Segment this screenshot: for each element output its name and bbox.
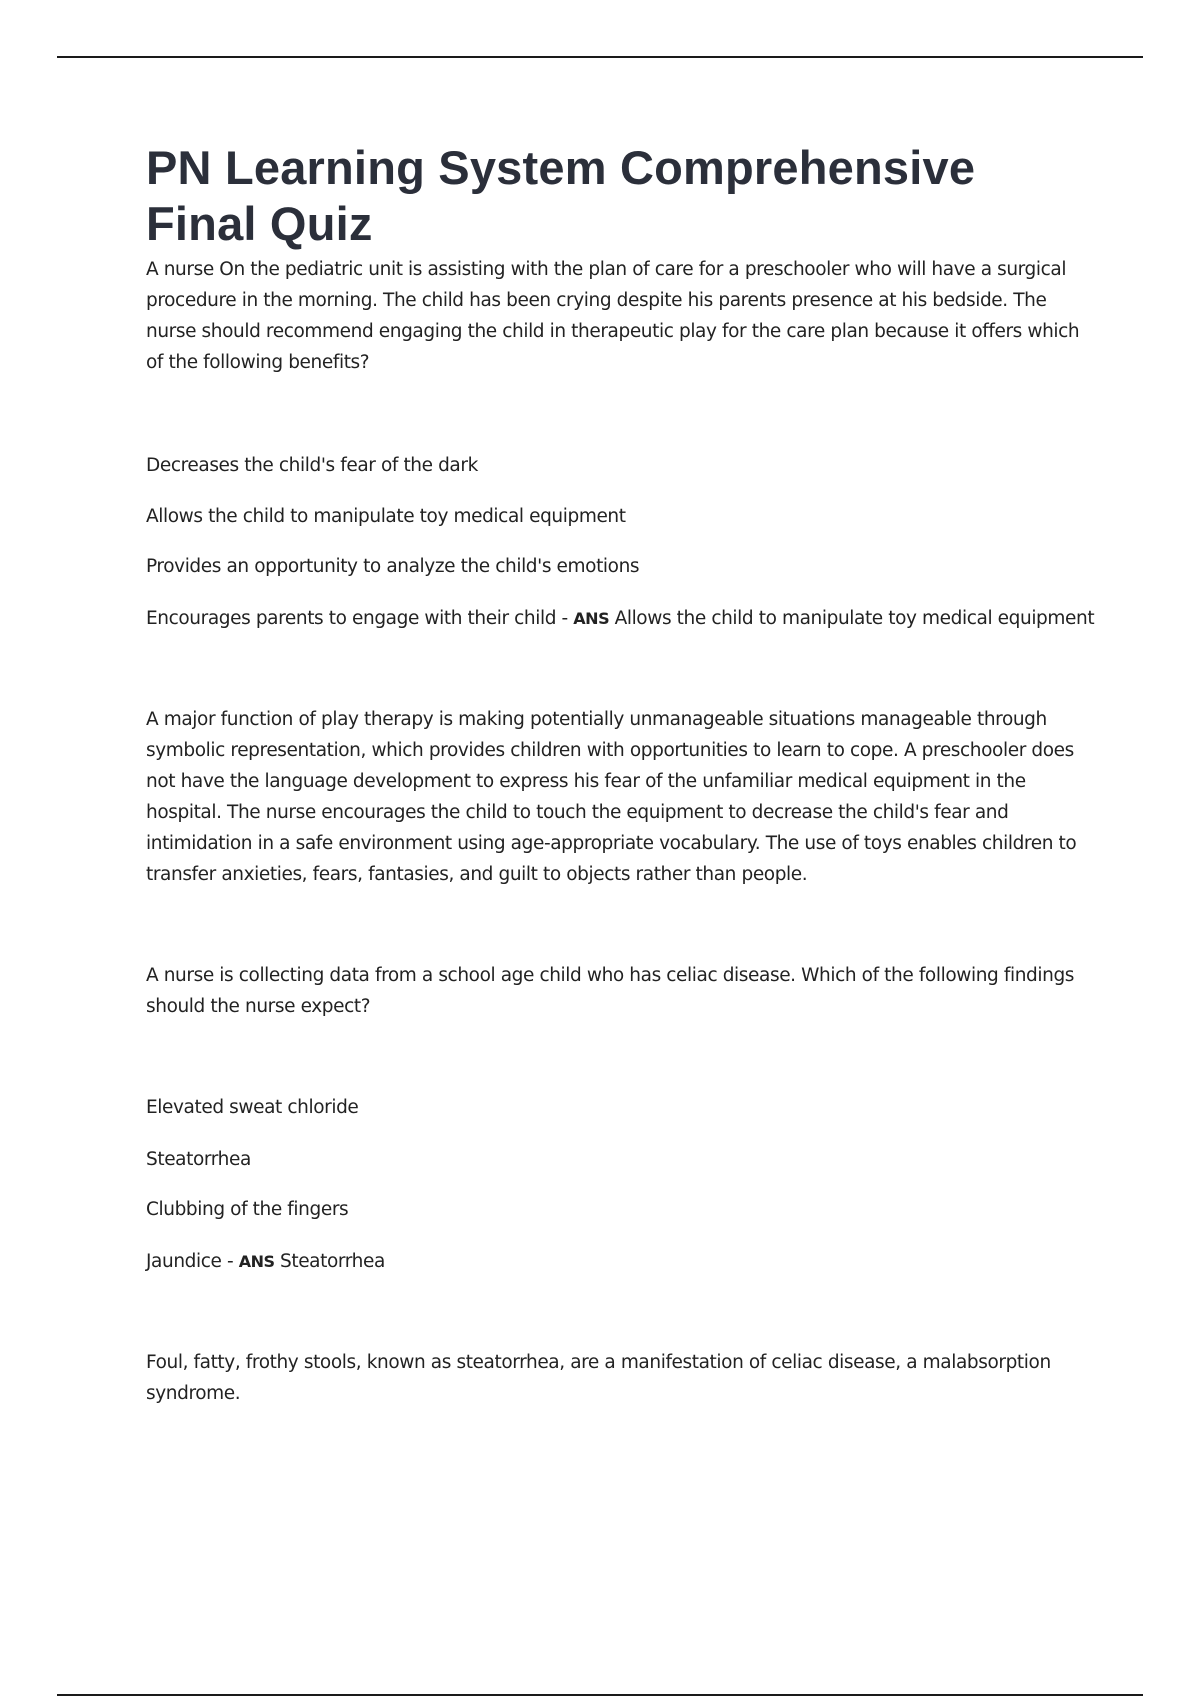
correct-answer: Steatorrhea	[274, 1251, 385, 1272]
question-1	[146, 254, 1096, 890]
answer-option: Decreases the child's fear of the dark	[146, 455, 478, 476]
answer-option: Steatorrhea	[146, 1149, 251, 1170]
correct-answer: Allows the child to manipulate toy medical equipment	[609, 608, 1095, 629]
answer-option: Allows the child to manipulate toy medical equipment	[146, 506, 626, 527]
rationale: A major function of play therapy is making potentially unmanageable situations manageable through symbolic representation, which provides children with opportunities to learn to cope. A preschooler does not have the language development to express his fear of the unfamiliar medical equipment in the hospital. The nurse encourages the child to touch the equipment to decrease the child's fear and intimidation in a safe environment using age-appropriate vocabulary. The use of toys enables children to transfer anxieties, fears, fantasies, and guilt to objects rather than people.	[146, 709, 1077, 885]
rationale: Foul, fatty, frothy stools, known as steatorrhea, are a manifestation of celiac disease, a malabsorption syndrome.	[146, 1352, 1051, 1404]
question-2	[146, 960, 1096, 1409]
answer-option: Provides an opportunity to analyze the child's emotions	[146, 556, 640, 577]
document-body	[146, 140, 1096, 1409]
top-rule	[57, 56, 1143, 58]
page-title: PN Learning System Comprehensive Final Quiz	[146, 141, 976, 250]
question-stem: A nurse On the pediatric unit is assisting with the plan of care for a preschooler who will have a surgical procedure in the morning. The child has been crying despite his parents presence at his bedside. The nurse should recommend engaging the child in therapeutic play for the care plan because it offers which of the following benefits?	[146, 259, 1080, 373]
question-stem: A nurse is collecting data from a school age child who has celiac disease. Which of the following findings should the nurse expect?	[146, 965, 1075, 1017]
answer-option-with-key	[146, 603, 1096, 634]
answer-option: Clubbing of the fingers	[146, 1199, 349, 1220]
answer-option-with-key	[146, 1246, 1096, 1277]
ans-label: ANS	[573, 609, 610, 628]
answer-option: Elevated sweat chloride	[146, 1097, 359, 1118]
answer-option-text: Encourages parents to engage with their child -	[146, 608, 574, 629]
answer-option-text: Jaundice -	[146, 1251, 239, 1272]
bottom-rule	[57, 1694, 1143, 1696]
ans-label: ANS	[238, 1252, 275, 1271]
